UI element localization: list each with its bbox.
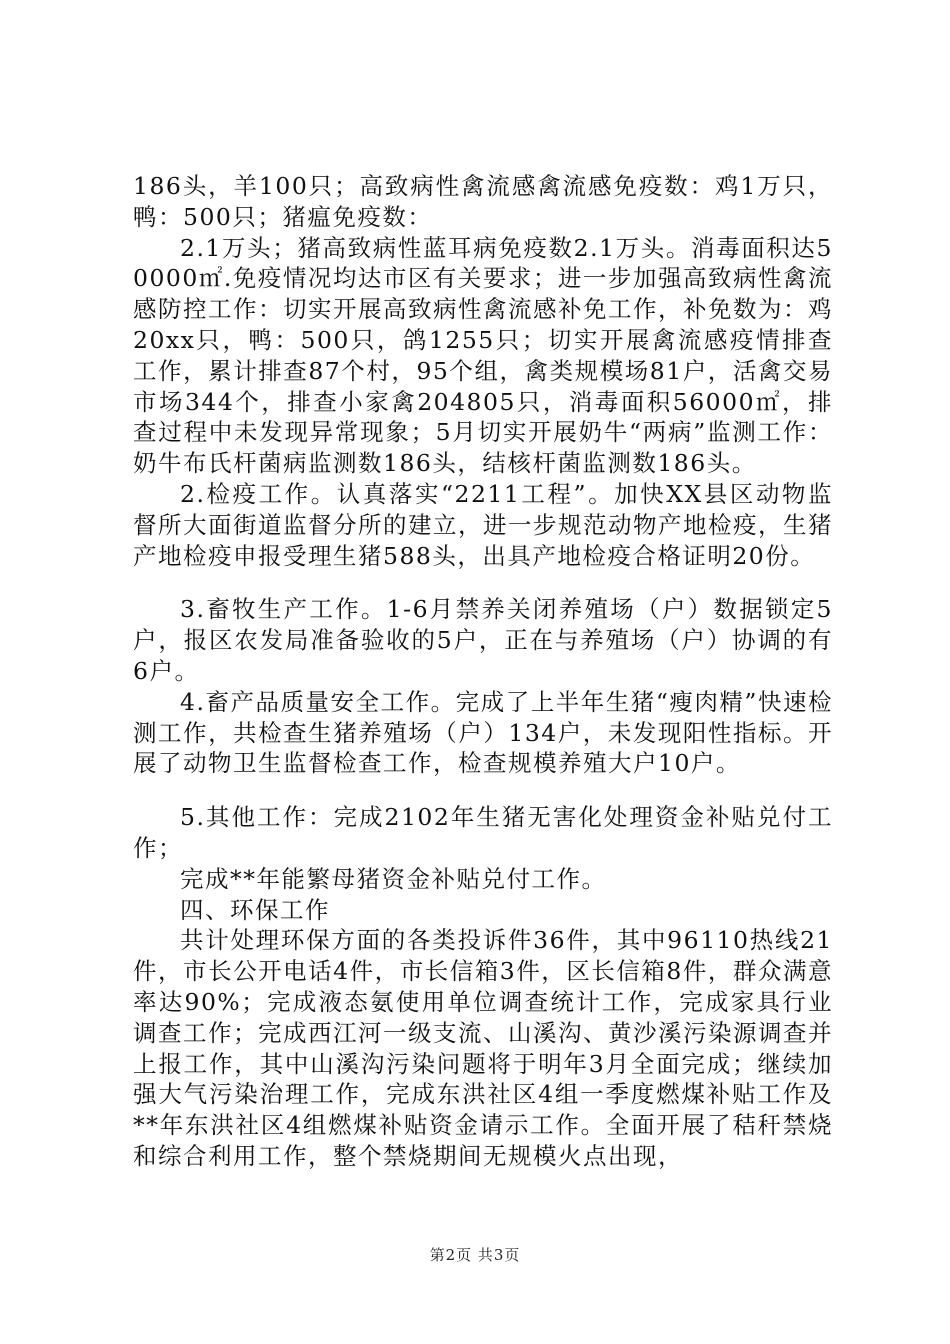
paragraph-other-work: 5.其他工作：完成2102年生猪无害化处理资金补贴兑付工作；: [133, 803, 833, 862]
document-body: [133, 171, 833, 1172]
paragraph-quarantine-work: 2.检疫工作。认真落实“2211工程”。加快XX县区动物监督所大面街道监督分所的建立，进一步规范动物产地检疫，生猪产地检疫申报受理生猪588头，出具产地检疫合格证明20份。: [133, 479, 833, 570]
paragraph-product-quality-safety: 4.畜产品质量安全工作。完成了上半年生猪“瘦肉精”快速检测工作，共检查生猪养殖场（户）134户，未发现阳性指标。开展了动物卫生监督检查工作，检查规模养殖大户10户。: [133, 687, 833, 778]
paragraph-environmental-complaints: 共计处理环保方面的各类投诉件36件，其中96110热线21件，市长公开电话4件，市长信箱3件，区长信箱8件，群众满意率达90%；完成液态氨使用单位调查统计工作，完成家具行业调查工作；完成西江河一级支流、山溪沟、黄沙溪污染源调查并上报工作，其中山溪沟污染问题将于明年3月全面完成；继续加强大气污染治理工作，完成东洪社区4组一季度燃煤补贴工作及**年东洪社区4组燃煤补贴资金请示工作。全面开展了秸秆禁烧和综合利用工作，整个禁烧期间无规模火点出现，: [133, 926, 833, 1170]
page-footer-page-number: 第2页 共3页: [429, 1246, 521, 1264]
paragraph-immunization-counts: 186头，羊100只；高致病性禽流感禽流感免疫数：鸡1万只，鸭：500只；猪瘟免疫数：: [133, 172, 833, 231]
paragraph-sow-subsidy: 完成**年能繁母猪资金补贴兑付工作。: [180, 864, 607, 893]
paragraph-livestock-production: 3.畜牧生产工作。1-6月禁养关闭养殖场（户）数据锁定5户，报区农发局准备验收的5户，正在与养殖场（户）协调的有6户。: [133, 595, 833, 685]
section-heading-environmental-protection: 四、环保工作: [180, 895, 330, 924]
paragraph-disinfection-avian-flu: 2.1万头；猪高致病性蓝耳病免疫数2.1万头。消毒面积达50000㎡.免疫情况均达市区有关要求；进一步加强高致病性禽流感防控工作：切实开展高致病性禽流感补免工作，补免数为：鸡20xx只，鸭：500只，鸽1255只；切实开展禽流感疫情排查工作，累计排查87个村，95个组，禽类规模场81户，活禽交易市场344个，排查小家禽204805只，消毒面积56000㎡，排查过程中未发现异常现象；5月切实开展奶牛“两病”监测工作：奶牛布氏杆菌病监测数186头，结核杆菌监测数186头。: [133, 233, 833, 478]
